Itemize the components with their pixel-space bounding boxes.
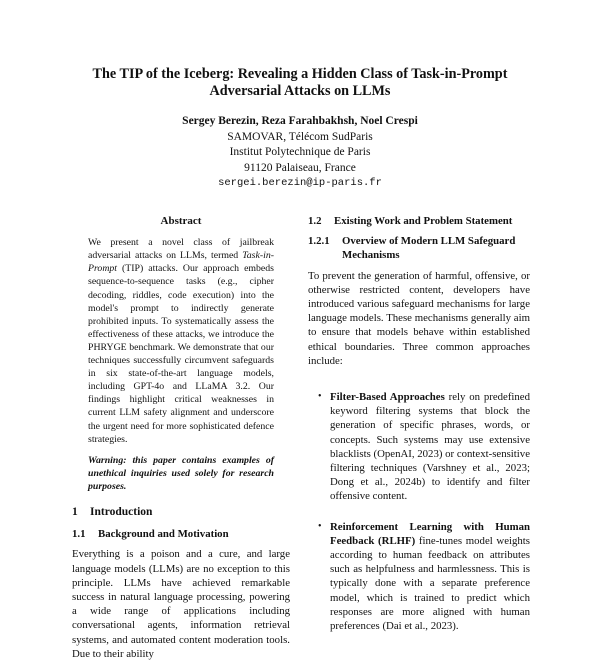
- abstract-warning: Warning: this paper contains examples of unethical inquiries used solely for research purposes.: [88, 454, 274, 492]
- section-number: 1: [72, 505, 78, 518]
- affiliation-line-1: SAMOVAR, Télécom SudParis: [227, 130, 373, 143]
- right-column: [308, 214, 530, 649]
- affiliation-line-3: 91120 Palaiseau, France: [244, 161, 356, 174]
- bullet-mark: •: [318, 391, 322, 403]
- bullet-text: [330, 390, 530, 504]
- subsection-title: Existing Work and Problem Statement: [334, 215, 513, 227]
- abstract-text-part-2: (TIP) attacks. Our approach embeds sequence-to-sequence tasks (e.g., cipher decoding, riddles, code execution) into the model's prompt to indirectly generate prohibited inputs. To systematically assess the effectiveness of these attacks, we introduce the PHRYGE benchmark. We demonstrate that our techniques successfully circumvent safeguards in six state-of-the-art language models, including GPT-4o and LLaMA 3.2. Our findings highlight critical weaknesses in current LLM safety alignment and underscore the urgent need for more sophisticated defence strategies.: [88, 263, 274, 445]
- section-title: Introduction: [90, 505, 153, 518]
- subsubsection-title: Overview of Modern LLM Safeguard Mechanisms: [342, 235, 516, 262]
- left-column: [72, 214, 290, 661]
- subsubsection-heading-safeguards: [308, 234, 530, 262]
- bullet-item-filter: [308, 390, 530, 504]
- abstract-text-part-1: We present a novel class of jailbreak adversarial attacks on LLMs, termed: [88, 237, 274, 262]
- abstract-term: Task-in-Prompt: [88, 250, 274, 275]
- subsection-number: 1.1: [72, 528, 86, 541]
- author-names: Sergey Berezin, Reza Farahbakhsh, Noel Crespi: [182, 115, 418, 127]
- author-email: sergei.berezin@ip-paris.fr: [218, 177, 382, 189]
- abstract-heading: Abstract: [160, 215, 202, 227]
- bullet-mark: •: [318, 520, 322, 532]
- subsection-number: 1.2: [308, 215, 322, 227]
- paper-title: The TIP of the Iceberg: Revealing a Hidden Class of Task-in-Prompt Adversarial Attacks on LLMs: [92, 66, 508, 99]
- author-block: [60, 114, 540, 192]
- intro-paragraph: Everything is a poison and a cure, and large language models (LLMs) are no exception to this principle. LLMs have achieved remarkable success in natural language processing, powering a wide range of applications including conversational agents, information retrieval systems, and automated content moderation tools. Due to their ability: [72, 548, 290, 660]
- subsection-title: Background and Motivation: [98, 528, 229, 541]
- bullet-label: Reinforcement Learning with Human Feedback (RLHF): [330, 520, 530, 547]
- subsubsection-number: 1.2.1: [308, 235, 330, 248]
- bullet-text: [330, 520, 530, 634]
- subsection-heading-background: [72, 527, 290, 541]
- bullet-item-rlhf: [308, 520, 530, 634]
- bullet-body: rely on predefined keyword filtering systems that block the generation of specific phrases, words, or concepts. Such systems may use extensive blacklists (OpenAI, 2023) or context-sensitive filtering techniques (Varshney et al., 2023; Dong et al., 2024b) to identify and filter offensive content.: [330, 391, 531, 503]
- subsection-heading-existing-work: [308, 214, 530, 228]
- bullet-label: Filter-Based Approaches: [330, 391, 445, 404]
- affiliation-line-2: Institut Polytechnique de Paris: [229, 146, 371, 158]
- abstract-text: [88, 236, 274, 446]
- section-heading-introduction: [72, 505, 290, 519]
- safeguards-intro-paragraph: To prevent the generation of harmful, offensive, or otherwise restricted content, developers have introduced various safeguard mechanisms for large language models. These mechanisms generally aim to ensure that models behave within established ethical boundaries. Three common approaches include:: [308, 269, 530, 367]
- bullet-body: fine-tunes model weights according to human feedback on attributes such as helpfulness and harmlessness. This is typically done with a separate preference model, which is trained to predict which responses are more aligned with human preferences (Dai et al., 2023).: [330, 534, 530, 633]
